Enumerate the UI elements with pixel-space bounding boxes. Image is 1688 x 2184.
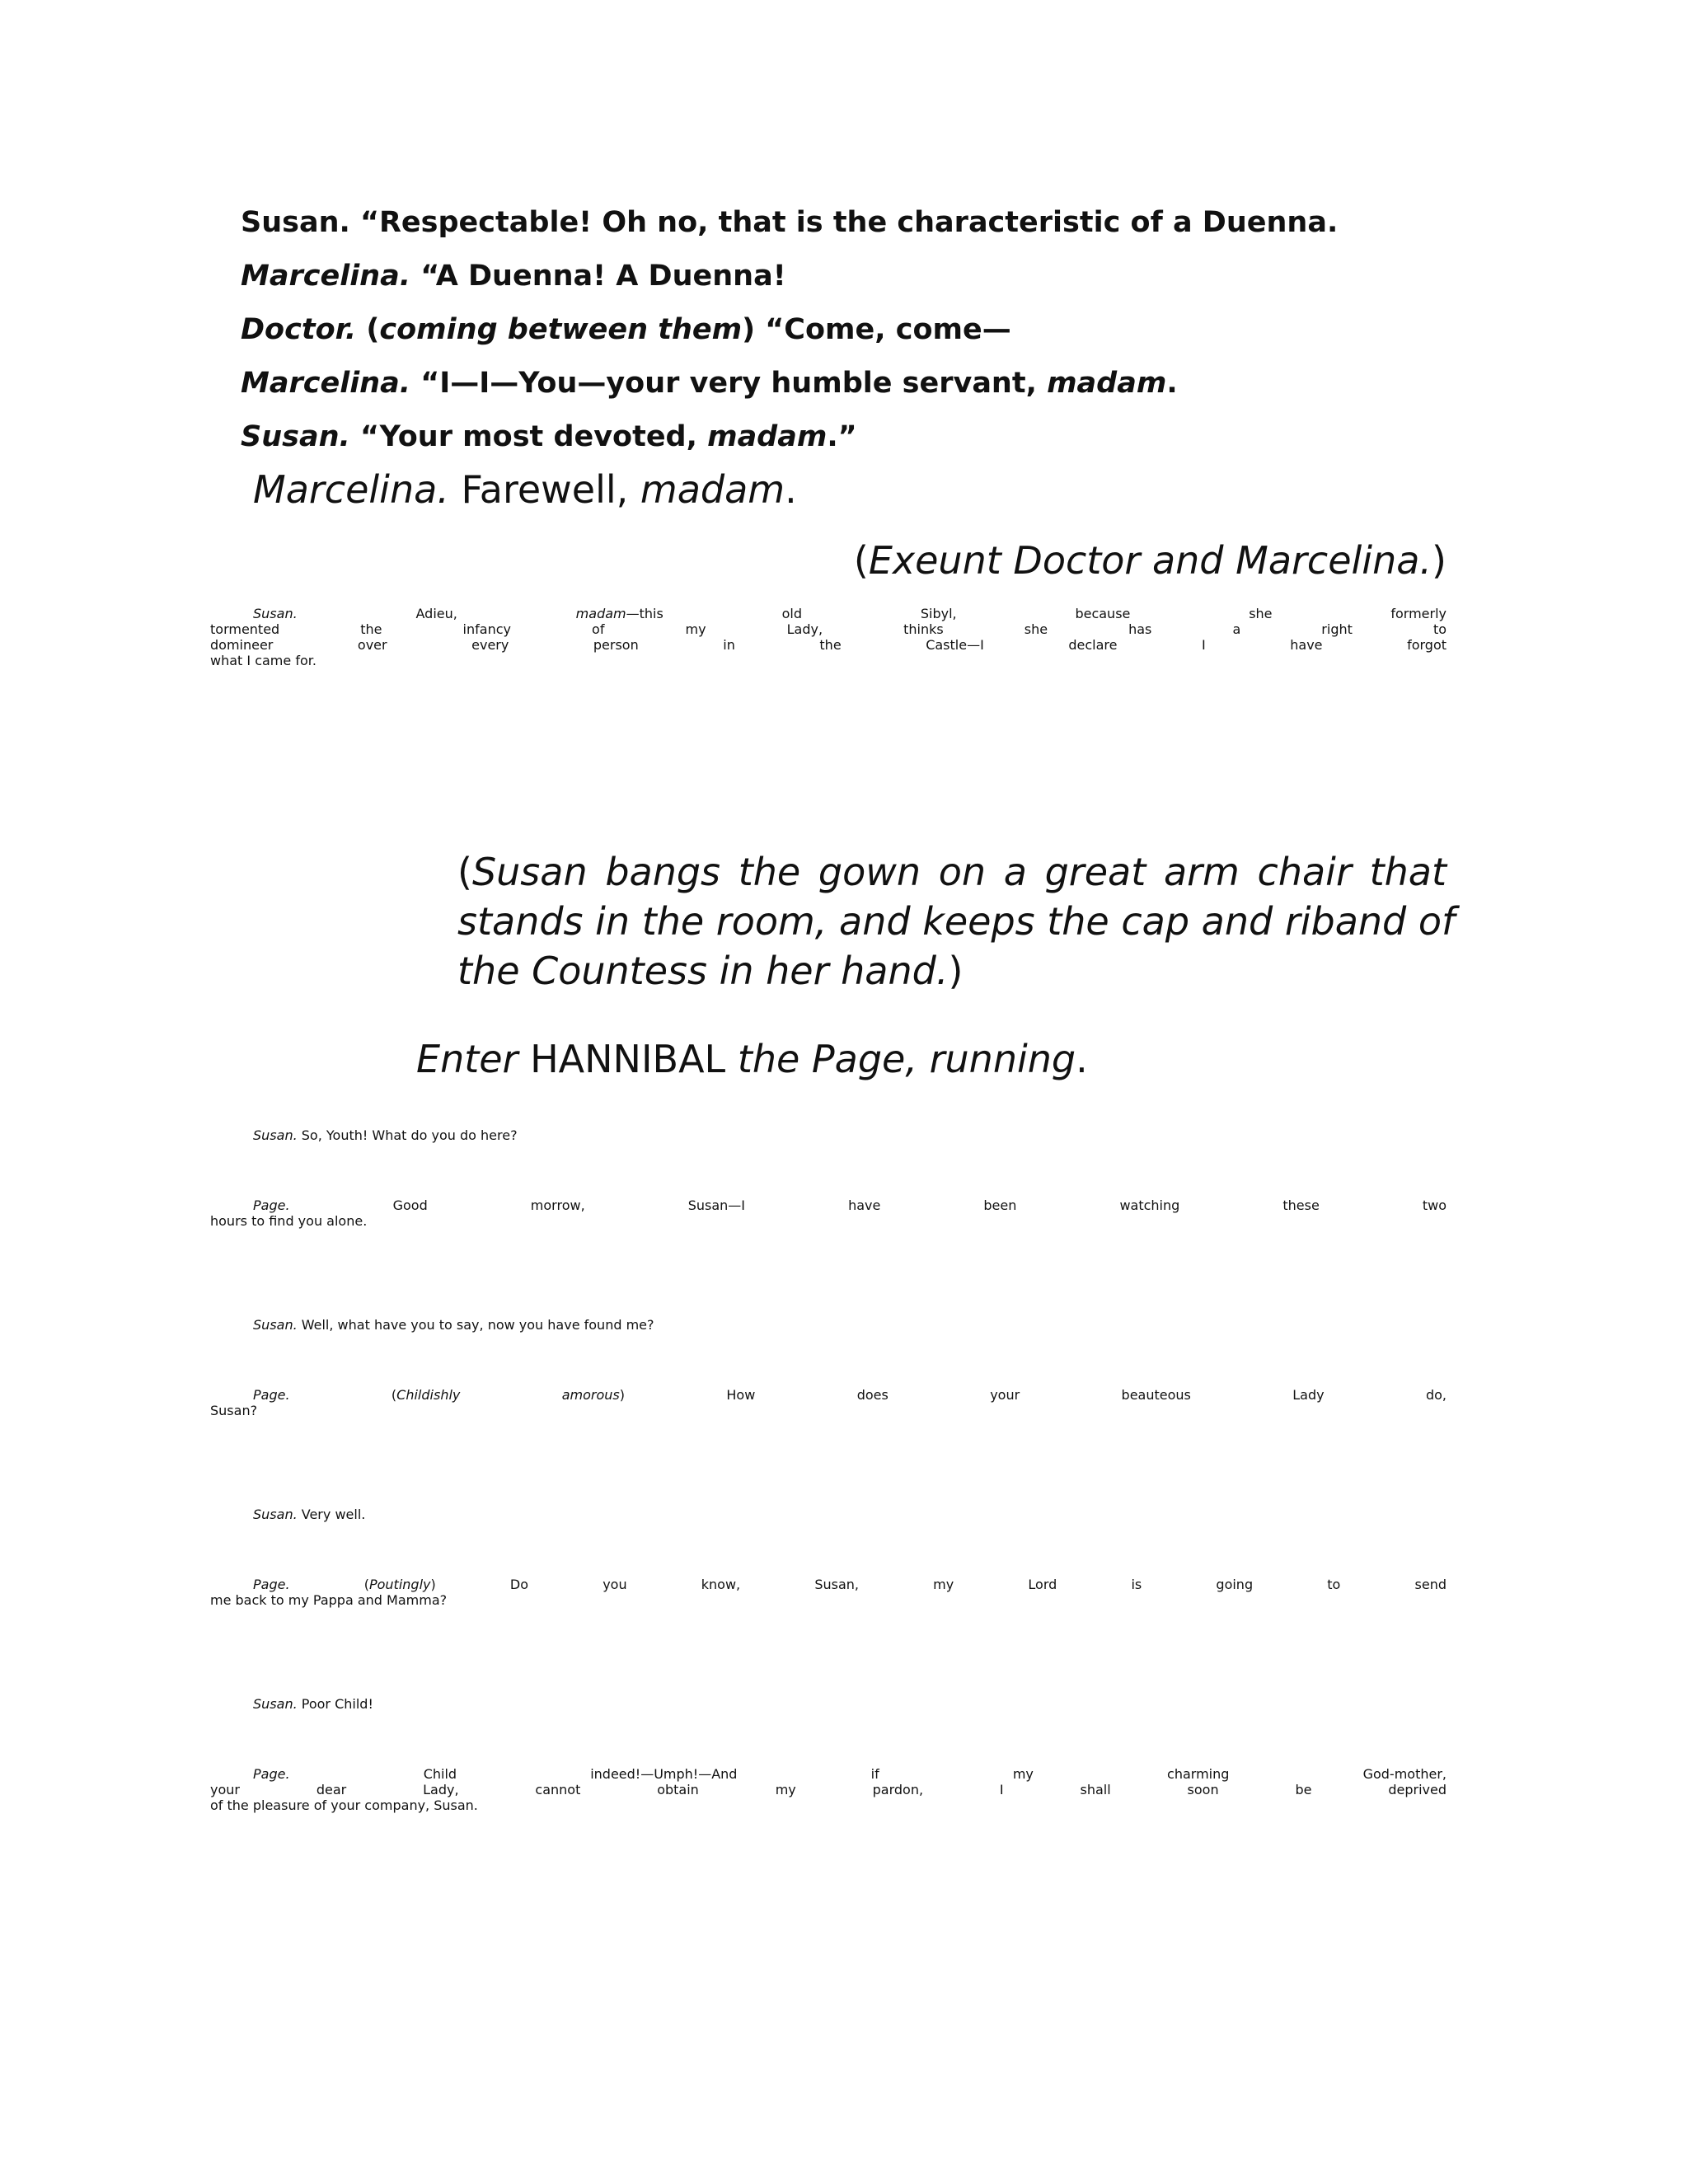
speaker-name: Page. (253, 1577, 290, 1592)
quote-text: ) “Come, come— (742, 313, 1011, 346)
stage-direction-susan-bangs: (Susan bangs the gown on a great arm chair that stands in the room, and keeps the cap and riband of the Countess in her hand.) (457, 850, 1456, 993)
speaker-name: Susan. (253, 1317, 298, 1333)
speaker-name: Marcelina. (253, 467, 449, 512)
speaker-name: Susan. (253, 1127, 298, 1143)
stage-direction-enter: Enter HANNIBAL the Page, running. (416, 1037, 1088, 1081)
quote-text: “Your most devoted, (349, 420, 708, 453)
stage-direction-exeunt: (Exeunt Doctor and Marcelina.) (853, 538, 1447, 583)
quote-line: Susan. “Your most devoted, madam.” (241, 420, 857, 453)
quote-line: Doctor. (coming between them) “Come, come— (241, 313, 1011, 346)
speech-susan-adieu: Susan. Adieu, madam—this old Sibyl, because she formerly tormented the infancy of my Lady, thinks she has a right to domineer over every person in the Castle—I declare I have forgot what I came for. (210, 606, 1447, 668)
speaker-name: Page. (253, 1387, 290, 1403)
quote-text: “I—I—You—your very humble servant, (410, 367, 1048, 400)
quote-line (241, 250, 1477, 303)
speaker-name: Susan. (253, 1696, 298, 1712)
stage-direction: coming between them (379, 313, 743, 346)
quote-text: “A Duenna! A Duenna! (410, 260, 786, 293)
speech-page: Page. Child indeed!—Umph!—And if my charming God-mother, your dear Lady, cannot obtain my pardon, I shall soon be deprived of the pleasure of your company, Susan. (210, 1766, 1447, 1813)
speech-susan: Susan. Well, what have you to say, now you have found me? (253, 1317, 654, 1333)
speaker-name: Page. (253, 1766, 290, 1782)
speaker-name: Marcelina. (241, 367, 411, 400)
quote-line (241, 196, 1477, 250)
stage-direction: Poutingly (368, 1577, 431, 1592)
speaker-name: Page. (253, 1197, 290, 1213)
speaker-name: Susan. (241, 420, 350, 453)
speech-page: Page. (Childishly amorous) How does your beauteous Lady do, Susan? (210, 1387, 1447, 1418)
stage-direction: Childishly amorous (396, 1387, 620, 1403)
speech-page: Page. Good morrow, Susan—I have been watching these two hours to find you alone. (210, 1197, 1447, 1229)
speech-marcelina-farewell: Marcelina. Farewell, madam. (253, 467, 797, 512)
speech-susan: Susan. Poor Child! (253, 1696, 373, 1712)
speech-page: Page. (Poutingly) Do you know, Susan, my Lord is going to send me back to my Pappa and Mamma? (210, 1577, 1447, 1608)
quote-line: Marcelina. “I—I—You—your very humble servant, madam. (241, 367, 1178, 400)
speaker-name: Susan. (253, 606, 298, 621)
speaker-name: Susan. (241, 206, 350, 239)
speaker-name: Marcelina. (241, 260, 411, 293)
speaker-name: Doctor. (241, 313, 357, 346)
quote-text: “Respectable! Oh no, that is the characteristic of a Duenna. (349, 206, 1339, 239)
speech-susan: Susan. Very well. (253, 1507, 366, 1522)
speech-susan: Susan. So, Youth! What do you do here? (253, 1127, 518, 1143)
speaker-name: Susan. (253, 1507, 298, 1522)
quoted-dialogue-block (241, 196, 1477, 464)
